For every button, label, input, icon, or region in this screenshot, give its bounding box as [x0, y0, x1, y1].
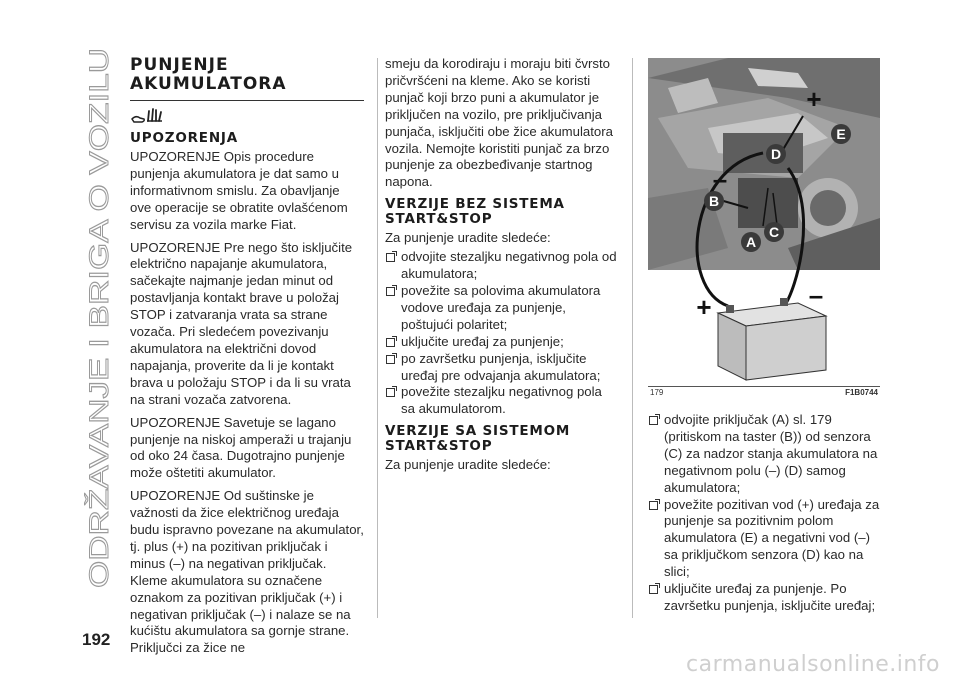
- minus-sign-engine: –: [712, 164, 728, 194]
- checkbox-bullet-icon: [386, 253, 395, 262]
- figure-179: [648, 58, 880, 398]
- continued-paragraph: smeju da korodiraju i moraju biti čvrsto pričvršćeni na kleme. Ako se koristi punjač koji brzo puni a akumulator je priključen na vozilo, pre priključivanja punjača, isključiti obe žice akumulatora vozila. Nemojte koristiti punjač za brzo punjenje za obezbeđivanje startnog napona.: [385, 56, 613, 190]
- label-c: C: [768, 224, 780, 240]
- checkbox-bullet-icon: [386, 388, 395, 397]
- label-a: A: [745, 234, 757, 250]
- page-title: PUNJENJE AKUMULATORA: [130, 55, 287, 94]
- warning-paragraph: UPOZORENJE Od suštinske je važnosti da žice električnog uređaja budu ispravno povezane na akumulator, tj. plus (+) na pozitivan priključak i minus (–) na negativan priključak. Kleme akumulatora su označene oznakom za pozitivan priključak (+) i negativan priključak (–) i nalaze se na kućištu akumulatora sa gornje strane. Priključci za žice ne: [130, 488, 364, 656]
- checkbox-bullet-icon: [649, 501, 658, 510]
- hand-warning-icon: [130, 107, 170, 125]
- list-item: uključite uređaj za punjenje;: [385, 334, 619, 351]
- label-d: D: [770, 146, 782, 162]
- checkbox-bullet-icon: [386, 355, 395, 364]
- section-heading-without-start-stop: VERZIJE BEZ SISTEMA START&STOP: [385, 196, 565, 228]
- list-item: odvojite stezaljku negativnog pola od akumulatora;: [385, 249, 619, 283]
- warning-paragraph: UPOZORENJE Pre nego što isključite električno napajanje akumulatora, sačekajte najmanje jedan minut od postavljanja kontakt brave u položaj STOP i zatvaranja vrata sa strane vozača. Pri sledećem povezivanju akumulatora na električni dovod napajanja, proverite da li je kontakt brava u položaju STOP i da li su vrata na strani vozača zatvorena.: [130, 239, 353, 407]
- label-e: E: [836, 126, 846, 142]
- battery-illustration: [718, 298, 826, 380]
- checkbox-bullet-icon: [649, 416, 658, 425]
- warnings-heading: UPOZORENJA: [130, 130, 238, 146]
- list-item: odvojite priključak (A) sl. 179 (pritiskom na taster (B)) od senzora (C) za nadzor stanja akumulatora na negativnom polu (–) (D) samog akumulatora;: [648, 412, 880, 497]
- watermark-link[interactable]: carmanualsonline.info: [686, 652, 940, 677]
- section-lead: Za punjenje uradite sledeće:: [385, 230, 551, 246]
- figure-caption-rule: [648, 386, 880, 387]
- side-tab-text: ODRŽAVANJE I BRIGA O VOZILU: [84, 171, 114, 588]
- list-item: uključite uređaj za punjenje. Po završetku punjenja, isključite uređaj;: [648, 581, 880, 615]
- checkbox-bullet-icon: [649, 585, 658, 594]
- section-side-tab: [84, 32, 116, 592]
- minus-sign-battery: –: [808, 280, 824, 310]
- checkbox-bullet-icon: [386, 287, 395, 296]
- warning-paragraph: UPOZORENJE Savetuje se lagano punjenje na niskoj amperaži u trajanju od oko 24 časa. Dugotrajno punjenje može oštetiti akumulator.: [130, 414, 352, 481]
- warning-paragraph: UPOZORENJE Opis procedure punjenja akumulatora je dat samo u informativnom smislu. Za obavljanje ove operacije se obratite ovlašćenom servisu za vozila marke Fiat.: [130, 149, 348, 232]
- figure-code: F1B0744: [845, 388, 878, 397]
- list-item: po završetku punjenja, isključite uređaj pre odvajanja akumulatora;: [385, 351, 619, 385]
- section-lead: Za punjenje uradite sledeće:: [385, 457, 551, 473]
- checkbox-bullet-icon: [386, 338, 395, 347]
- list-item: povežite stezaljku negativnog pola sa akumulatorom.: [385, 384, 619, 418]
- column-middle: [385, 56, 619, 480]
- column-right: [648, 412, 880, 615]
- label-b: B: [708, 193, 720, 209]
- title-rule: [130, 100, 364, 101]
- list-item: povežite sa polovima akumulatora vodove uređaja za punjenje, poštujući polaritet;: [385, 283, 619, 334]
- plus-sign-battery: +: [696, 292, 712, 322]
- list-item: povežite pozitivan vod (+) uređaja za punjenje sa pozitivnim polom akumulatora (E) a negativni vod (–) sa priključkom senzora (D) kao na slici;: [648, 497, 880, 582]
- column-divider: [377, 58, 378, 618]
- column-divider: [632, 58, 633, 618]
- page-number: 192: [82, 630, 111, 649]
- column-left: [130, 56, 364, 663]
- figure-number: 179: [650, 388, 664, 397]
- section-heading-with-start-stop: VERZIJE SA SISTEMOM START&STOP: [385, 423, 571, 455]
- plus-sign-engine: +: [806, 84, 822, 114]
